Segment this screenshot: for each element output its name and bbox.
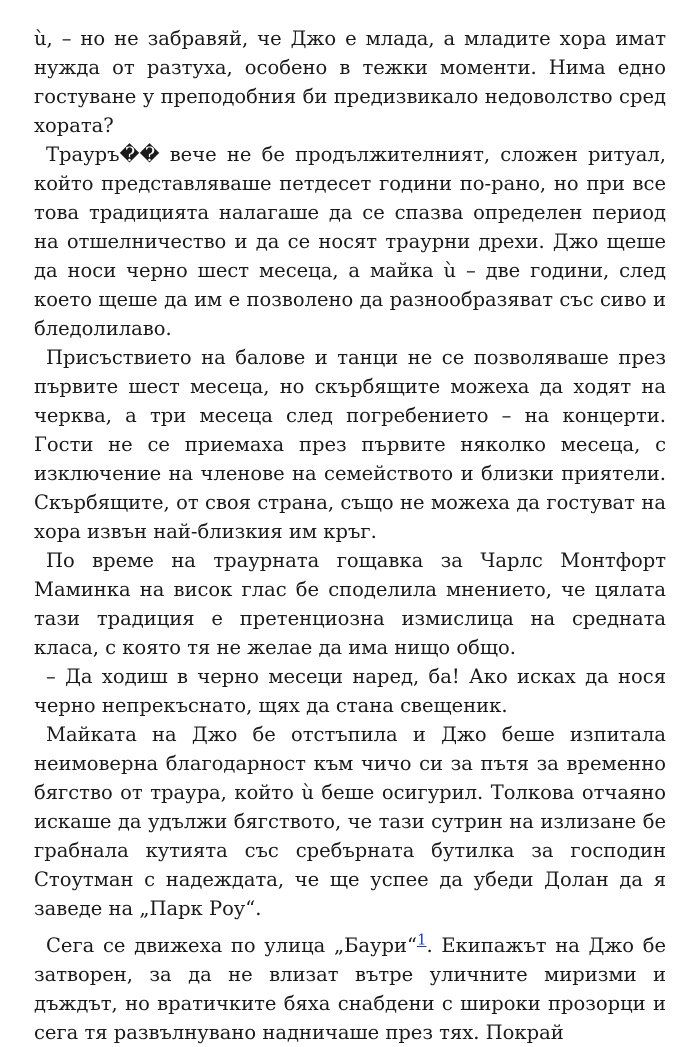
paragraph-2: Трауръ�� вече не бе продължителният, сложен ритуал, който представляваше петдесет години по-рано, но при все това традицията налагаше да се спазва определен период на отшелничество и да се носят траурни дрехи. Джо щеше да носи черно шест месеца, а майка ù – две години, след което щеше да им е позволено да разнообразяват със сиво и бледолилаво. <box>34 143 666 340</box>
paragraph-7-text-after: . Екипажът на Джо бе затворен, за да не влизат вътре уличните миризми и дъждът, но вратичките бяха снабдени с широки прозорци и сега тя развълнувано надничаше през тях. Покрай <box>34 934 666 1044</box>
paragraph-1: ù, – но не забравяй, че Джо е млада, а младите хора имат нужда от разтуха, особено в тежки моменти. Нима едно гостуване у преподобния би предизвикало недоволство сред хората? <box>34 27 666 137</box>
paragraph-4: По време на траурната гощавка за Чарлс Монтфорт Маминка на висок глас бе споделила мнението, че цялата тази традиция е претенциозна измислица на средната класа, с която тя не желае да има нищо общо. <box>34 549 666 659</box>
paragraph-7-text-before: Сега се движеха по улица „Баури“ <box>46 934 417 957</box>
footnote-link[interactable]: 1 <box>416 930 427 949</box>
paragraph-3: Присъствието на балове и танци не се позволяваше през първите шест месеца, но скърбящите можеха да ходят на черква, а три месеца след погребението – на концерти. Гости не се приемаха през първите няколко месеца, с изключение на членове на семейството и близки приятели. Скърбящите, от своя страна, също не можеха да гостуват на хора извън най-близкия им кръг. <box>34 346 666 543</box>
paragraph-6: Майката на Джо бе отстъпила и Джо беше изпитала неимоверна благодарност към чичо си за пътя за временно бягство от траура, който ù беше осигурил. Толкова отчаяно искаше да удължи бягството, че тази сутрин на излизане бе грабнала кутията със сребърната бутилка за господин Стоутман с надеждата, че ще успее да убеди Долан да я заведе на „Парк Роу“. <box>34 723 666 920</box>
paragraph-7 <box>34 931 666 1047</box>
paragraph-5: – Да ходиш в черно месеци наред, ба! Ако исках да нося черно непрекъснато, щях да стана свещеник. <box>34 665 666 717</box>
